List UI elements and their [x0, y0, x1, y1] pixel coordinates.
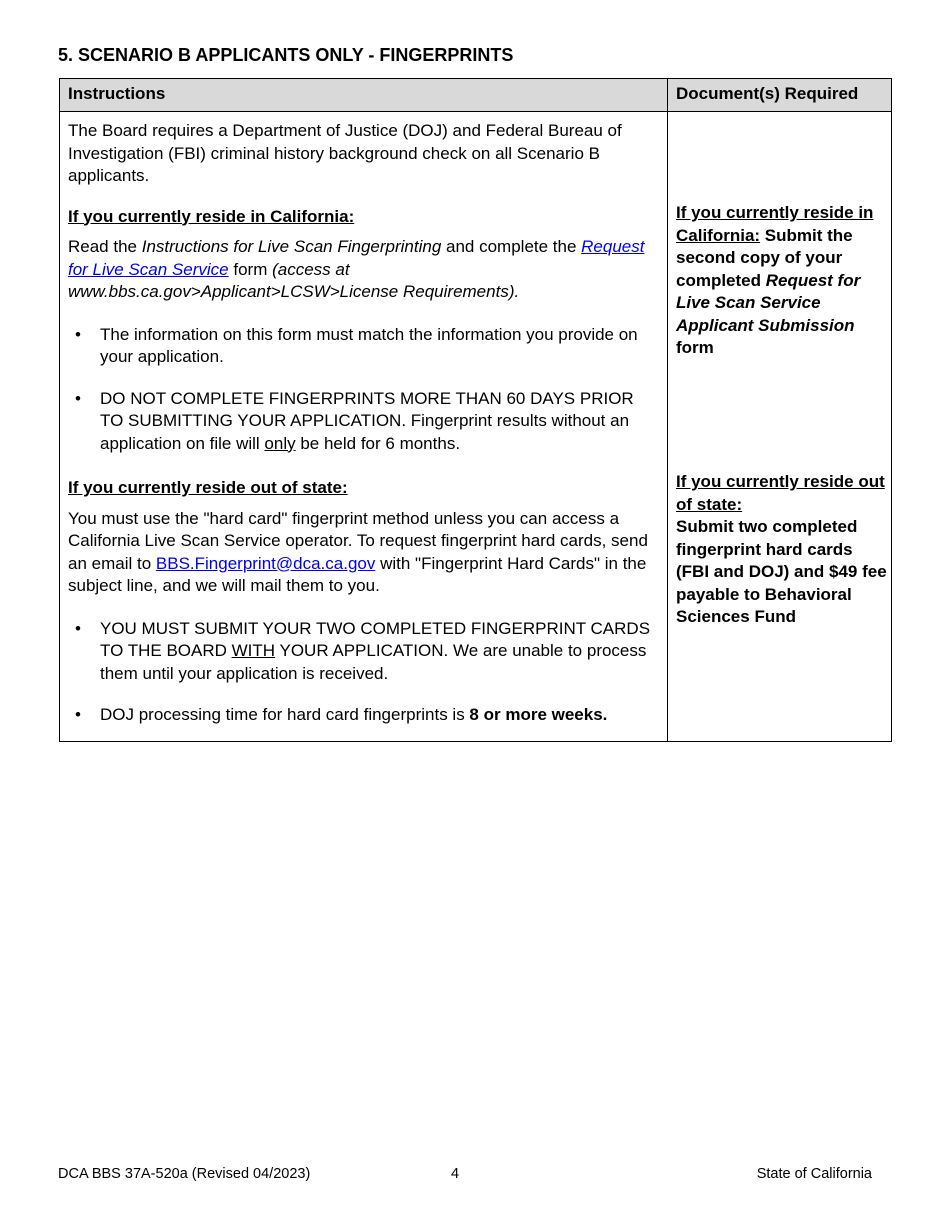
table-header-row	[60, 79, 892, 112]
documents-form-name: Request for Live Scan Service Applicant Submission	[676, 270, 861, 335]
column-header-documents: Document(s) Required	[668, 79, 892, 112]
bullet-text: be held for 6 months.	[295, 433, 461, 453]
list-item	[68, 704, 659, 727]
out-of-state-subheading: If you currently reside out of state:	[68, 478, 348, 497]
out-of-state-paragraph	[68, 508, 659, 598]
fingerprints-table	[59, 78, 892, 742]
instructions-title: Instructions for Live Scan Fingerprinting	[141, 237, 442, 256]
intro-paragraph: The Board requires a Department of Justice (DOJ) and Federal Bureau of Investigation (FBI) criminal history background check on all Scenario B applicants.	[68, 121, 622, 185]
documents-text: Submit the second copy of your completed	[676, 225, 853, 290]
california-subheading: If you currently reside in California:	[68, 206, 355, 226]
documents-text: Submit two completed fingerprint hard cards (FBI and DOJ) and $49 fee payable to Behavioral Sciences Fund	[676, 517, 887, 626]
fingerprint-email-link[interactable]: BBS.Fingerprint@dca.ca.gov	[155, 553, 376, 573]
paragraph-text: You must use the "hard card" fingerprint method unless you can access a California Live Scan Service operator. To request fingerprint hard cards, send an email to	[68, 508, 648, 573]
read-form: form	[228, 259, 273, 279]
read-prefix: Read the	[68, 237, 142, 256]
list-item	[68, 618, 659, 686]
documents-california	[676, 202, 887, 360]
california-paragraph	[68, 236, 659, 304]
bullet-text: DO NOT COMPLETE FINGERPRINTS MORE THAN 60 DAYS PRIOR TO SUBMITTING YOUR APPLICATION. Fingerprint results without an application on file will	[100, 388, 634, 453]
footer-state: State of California	[756, 1166, 872, 1182]
documents-cell	[668, 112, 892, 742]
out-of-state-bullets	[68, 618, 659, 727]
paragraph-text: with "Fingerprint Hard Cards" in the subject line, and we will mail them to you.	[68, 553, 647, 595]
documents-text: form	[676, 338, 714, 357]
bullet-text: DOJ processing time for hard card fingerprints is	[100, 705, 470, 724]
only-emphasis: only	[264, 433, 296, 453]
live-scan-request-link[interactable]: Request for Live Scan Service	[68, 237, 645, 279]
footer-page-number: 4	[451, 1166, 460, 1182]
footer-form-id: DCA BBS 37A-520a (Revised 04/2023)	[58, 1166, 311, 1182]
read-mid: and complete the	[441, 237, 582, 256]
section-heading: 5. SCENARIO B APPLICANTS ONLY - FINGERPRINTS	[58, 45, 514, 65]
bullet-text: YOU MUST SUBMIT YOUR TWO COMPLETED FINGERPRINT CARDS TO THE BOARD	[100, 618, 651, 660]
list-item	[68, 388, 659, 456]
list-item: • The information on this form must match the information you provide on your application.	[68, 324, 659, 369]
documents-out-of-state	[676, 471, 887, 629]
bullet-text: YOUR APPLICATION. We are unable to process them until your application is received.	[100, 641, 647, 683]
table-row	[60, 112, 892, 742]
california-bullets	[68, 324, 659, 456]
documents-california-heading: If you currently reside in California:	[676, 203, 874, 245]
documents-out-of-state-heading: If you currently reside out of state:	[676, 472, 885, 514]
instructions-cell	[60, 112, 668, 742]
processing-time: 8 or more weeks.	[469, 705, 608, 724]
access-path: (access at www.bbs.ca.gov>Applicant>LCSW>License Requirements).	[68, 259, 520, 301]
with-emphasis: WITH	[231, 641, 276, 660]
column-header-instructions: Instructions	[60, 79, 668, 112]
